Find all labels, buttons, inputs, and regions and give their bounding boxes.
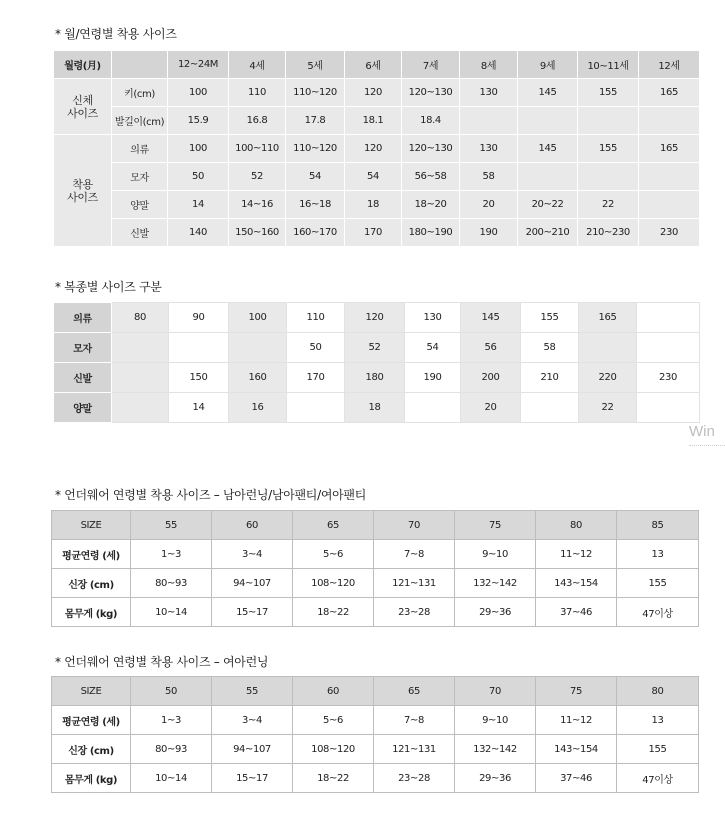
row-label: 의류 — [54, 303, 112, 333]
table-cell — [578, 163, 639, 191]
table-cell: 155 — [578, 79, 639, 107]
table-cell: 200~210 — [518, 219, 578, 247]
table-cell — [639, 191, 700, 219]
table-header-row — [52, 511, 699, 540]
table-row — [54, 163, 700, 191]
table-cell: 120 — [345, 79, 402, 107]
table-cell: 13 — [617, 540, 699, 569]
header-cell: 85 — [617, 511, 699, 540]
table-cell: 150~160 — [229, 219, 286, 247]
header-cell: 6세 — [345, 51, 402, 79]
table-cell: 7~8 — [374, 706, 455, 735]
section3-title: * 언더웨어 연령별 착용 사이즈 – 남아런닝/남아팬티/여아팬티 — [55, 488, 366, 502]
table-cell: 54 — [286, 163, 345, 191]
table-cell: 54 — [345, 163, 402, 191]
header-label: SIZE — [52, 677, 131, 706]
table-cell — [112, 363, 169, 393]
table-cell: 52 — [345, 333, 405, 363]
table-cell: 120 — [345, 135, 402, 163]
table-cell — [637, 393, 700, 423]
table-cell: 145 — [518, 79, 578, 107]
table-cell: 16~18 — [286, 191, 345, 219]
table-cell: 155 — [521, 303, 579, 333]
table-cell — [578, 107, 639, 135]
row-label: 모자 — [54, 333, 112, 363]
table-cell: 18~22 — [293, 598, 374, 627]
section1-title: * 월/연령별 착용 사이즈 — [55, 27, 177, 41]
watermark-line — [689, 445, 725, 450]
table-cell: 110~120 — [286, 135, 345, 163]
table-cell: 9~10 — [455, 706, 536, 735]
table-cell — [169, 333, 229, 363]
table-cell — [460, 107, 518, 135]
table-cell: 5~6 — [293, 706, 374, 735]
table-cell: 220 — [579, 363, 637, 393]
header-cell: 75 — [455, 511, 536, 540]
table-cell: 165 — [579, 303, 637, 333]
table-cell: 155 — [617, 735, 699, 764]
table-cell: 170 — [345, 219, 402, 247]
table-cell — [287, 393, 345, 423]
table-cell — [518, 107, 578, 135]
underwear-size-table-boys — [51, 510, 699, 627]
table-row — [54, 135, 700, 163]
table-cell: 110 — [229, 79, 286, 107]
table-cell: 132~142 — [455, 569, 536, 598]
row-label: 평균연령 (세) — [52, 540, 131, 569]
row-label: 양말 — [54, 393, 112, 423]
table-cell: 15.9 — [168, 107, 229, 135]
table-cell — [521, 393, 579, 423]
table-cell: 58 — [521, 333, 579, 363]
table-row — [54, 393, 700, 423]
table-cell: 160~170 — [286, 219, 345, 247]
table-row — [54, 219, 700, 247]
header-cell: 12세 — [639, 51, 700, 79]
table-row — [54, 363, 700, 393]
table-cell: 170 — [287, 363, 345, 393]
table-cell: 47이상 — [617, 598, 699, 627]
table-cell: 18 — [345, 393, 405, 423]
header-cell: 70 — [374, 511, 455, 540]
table-cell: 11~12 — [536, 540, 617, 569]
age-size-table — [53, 50, 700, 247]
table-cell: 80~93 — [131, 569, 212, 598]
table-cell: 130 — [460, 135, 518, 163]
row-label: 양말 — [112, 191, 168, 219]
table-cell: 3~4 — [212, 540, 293, 569]
table-cell: 18.1 — [345, 107, 402, 135]
header-cell: 12~24M — [168, 51, 229, 79]
row-label: 의류 — [112, 135, 168, 163]
row-label: 모자 — [112, 163, 168, 191]
table-cell: 47이상 — [617, 764, 699, 793]
header-cell: 9세 — [518, 51, 578, 79]
table-cell: 54 — [405, 333, 461, 363]
table-cell — [518, 163, 578, 191]
table-cell: 165 — [639, 79, 700, 107]
table-cell: 16 — [229, 393, 287, 423]
header-cell: 50 — [131, 677, 212, 706]
header-cell: 8세 — [460, 51, 518, 79]
table-cell: 29~36 — [455, 598, 536, 627]
table-cell: 22 — [579, 393, 637, 423]
header-cell: 55 — [131, 511, 212, 540]
table-cell: 180 — [345, 363, 405, 393]
header-cell: 60 — [293, 677, 374, 706]
table-cell: 160 — [229, 363, 287, 393]
header-cell: 60 — [212, 511, 293, 540]
table-cell — [579, 333, 637, 363]
header-cell: 5세 — [286, 51, 345, 79]
table-cell: 230 — [637, 363, 700, 393]
row-label: 신발 — [54, 363, 112, 393]
row-label: 키(cm) — [112, 79, 168, 107]
table-row — [54, 107, 700, 135]
table-cell: 140 — [168, 219, 229, 247]
table-cell: 100 — [168, 79, 229, 107]
table-cell: 94~107 — [212, 569, 293, 598]
body-size-group-label: 신체 사이즈 — [54, 79, 112, 135]
header-cell: 65 — [374, 677, 455, 706]
table-cell: 50 — [287, 333, 345, 363]
table-cell — [637, 303, 700, 333]
table-cell: 210~230 — [578, 219, 639, 247]
table-cell: 9~10 — [455, 540, 536, 569]
table-cell: 52 — [229, 163, 286, 191]
table-cell — [639, 107, 700, 135]
table-cell: 100~110 — [229, 135, 286, 163]
table-cell: 1~3 — [131, 706, 212, 735]
table-cell: 18.4 — [402, 107, 460, 135]
table-cell: 100 — [168, 135, 229, 163]
table-cell: 50 — [168, 163, 229, 191]
table-cell — [112, 333, 169, 363]
table-cell: 110 — [287, 303, 345, 333]
table-cell: 230 — [639, 219, 700, 247]
table-cell: 18~20 — [402, 191, 460, 219]
table-cell: 200 — [461, 363, 521, 393]
header-cell: 75 — [536, 677, 617, 706]
table-row — [52, 764, 699, 793]
table-cell: 165 — [639, 135, 700, 163]
table-cell: 120~130 — [402, 135, 460, 163]
table-cell: 132~142 — [455, 735, 536, 764]
table-cell: 16.8 — [229, 107, 286, 135]
table-cell — [229, 333, 287, 363]
table-cell: 14 — [168, 191, 229, 219]
table-row — [52, 598, 699, 627]
header-cell: 65 — [293, 511, 374, 540]
table-cell: 130 — [405, 303, 461, 333]
table-cell — [405, 393, 461, 423]
underwear-size-table-girls — [51, 676, 699, 793]
table-cell: 37~46 — [536, 764, 617, 793]
table-cell: 121~131 — [374, 735, 455, 764]
header-cell: 7세 — [402, 51, 460, 79]
table-cell: 145 — [461, 303, 521, 333]
table-cell: 10~14 — [131, 764, 212, 793]
table-cell: 155 — [578, 135, 639, 163]
clothing-size-table — [53, 302, 700, 423]
table-cell: 20~22 — [518, 191, 578, 219]
table-cell: 108~120 — [293, 735, 374, 764]
table-cell: 130 — [460, 79, 518, 107]
table-cell: 190 — [405, 363, 461, 393]
header-cell — [112, 51, 168, 79]
table-cell: 110~120 — [286, 79, 345, 107]
header-cell: 4세 — [229, 51, 286, 79]
table-cell: 10~14 — [131, 598, 212, 627]
table-cell: 29~36 — [455, 764, 536, 793]
table-cell: 14 — [169, 393, 229, 423]
table-cell: 56~58 — [402, 163, 460, 191]
table-cell: 120 — [345, 303, 405, 333]
section2-title: * 복종별 사이즈 구분 — [55, 280, 162, 294]
row-label: 몸무게 (kg) — [52, 598, 131, 627]
table-cell: 11~12 — [536, 706, 617, 735]
table-cell: 190 — [460, 219, 518, 247]
table-row — [54, 79, 700, 107]
table-cell: 143~154 — [536, 735, 617, 764]
table-cell: 22 — [578, 191, 639, 219]
table-cell: 17.8 — [286, 107, 345, 135]
table-cell: 14~16 — [229, 191, 286, 219]
table-row — [52, 706, 699, 735]
table-cell: 13 — [617, 706, 699, 735]
table-cell: 120~130 — [402, 79, 460, 107]
table-cell: 18~22 — [293, 764, 374, 793]
table-cell: 80 — [112, 303, 169, 333]
table-row — [52, 569, 699, 598]
row-label: 발길이(cm) — [112, 107, 168, 135]
table-cell: 155 — [617, 569, 699, 598]
table-cell: 7~8 — [374, 540, 455, 569]
table-cell: 15~17 — [212, 764, 293, 793]
table-cell: 3~4 — [212, 706, 293, 735]
table-cell: 121~131 — [374, 569, 455, 598]
table-cell: 150 — [169, 363, 229, 393]
table-row — [54, 333, 700, 363]
table-cell: 15~17 — [212, 598, 293, 627]
table-cell — [639, 163, 700, 191]
table-row — [52, 735, 699, 764]
table-cell: 56 — [461, 333, 521, 363]
row-label: 몸무게 (kg) — [52, 764, 131, 793]
table-cell — [637, 333, 700, 363]
table-cell: 143~154 — [536, 569, 617, 598]
table-header-row — [52, 677, 699, 706]
header-cell: 80 — [536, 511, 617, 540]
table-cell: 180~190 — [402, 219, 460, 247]
row-label: 신발 — [112, 219, 168, 247]
header-cell: 80 — [617, 677, 699, 706]
table-cell: 18 — [345, 191, 402, 219]
row-label: 신장 (cm) — [52, 735, 131, 764]
table-row — [52, 540, 699, 569]
header-cell: 70 — [455, 677, 536, 706]
table-cell: 20 — [460, 191, 518, 219]
table-cell: 80~93 — [131, 735, 212, 764]
header-label: SIZE — [52, 511, 131, 540]
wear-size-group-label: 착용 사이즈 — [54, 135, 112, 247]
table-cell: 90 — [169, 303, 229, 333]
section4-title: * 언더웨어 연령별 착용 사이즈 – 여아런닝 — [55, 655, 269, 669]
table-cell: 5~6 — [293, 540, 374, 569]
table-cell: 1~3 — [131, 540, 212, 569]
table-cell: 145 — [518, 135, 578, 163]
row-label: 평균연령 (세) — [52, 706, 131, 735]
header-label: 월령(月) — [54, 51, 112, 79]
table-cell: 100 — [229, 303, 287, 333]
table-cell: 23~28 — [374, 764, 455, 793]
table-cell: 58 — [460, 163, 518, 191]
watermark-text: Win — [689, 423, 715, 440]
header-cell: 55 — [212, 677, 293, 706]
row-label: 신장 (cm) — [52, 569, 131, 598]
header-cell: 10~11세 — [578, 51, 639, 79]
table-cell — [112, 393, 169, 423]
table-cell: 23~28 — [374, 598, 455, 627]
table-cell: 108~120 — [293, 569, 374, 598]
table-cell: 210 — [521, 363, 579, 393]
table-header-row — [54, 51, 700, 79]
table-row — [54, 303, 700, 333]
table-cell: 37~46 — [536, 598, 617, 627]
table-cell: 20 — [461, 393, 521, 423]
table-row — [54, 191, 700, 219]
table-cell: 94~107 — [212, 735, 293, 764]
